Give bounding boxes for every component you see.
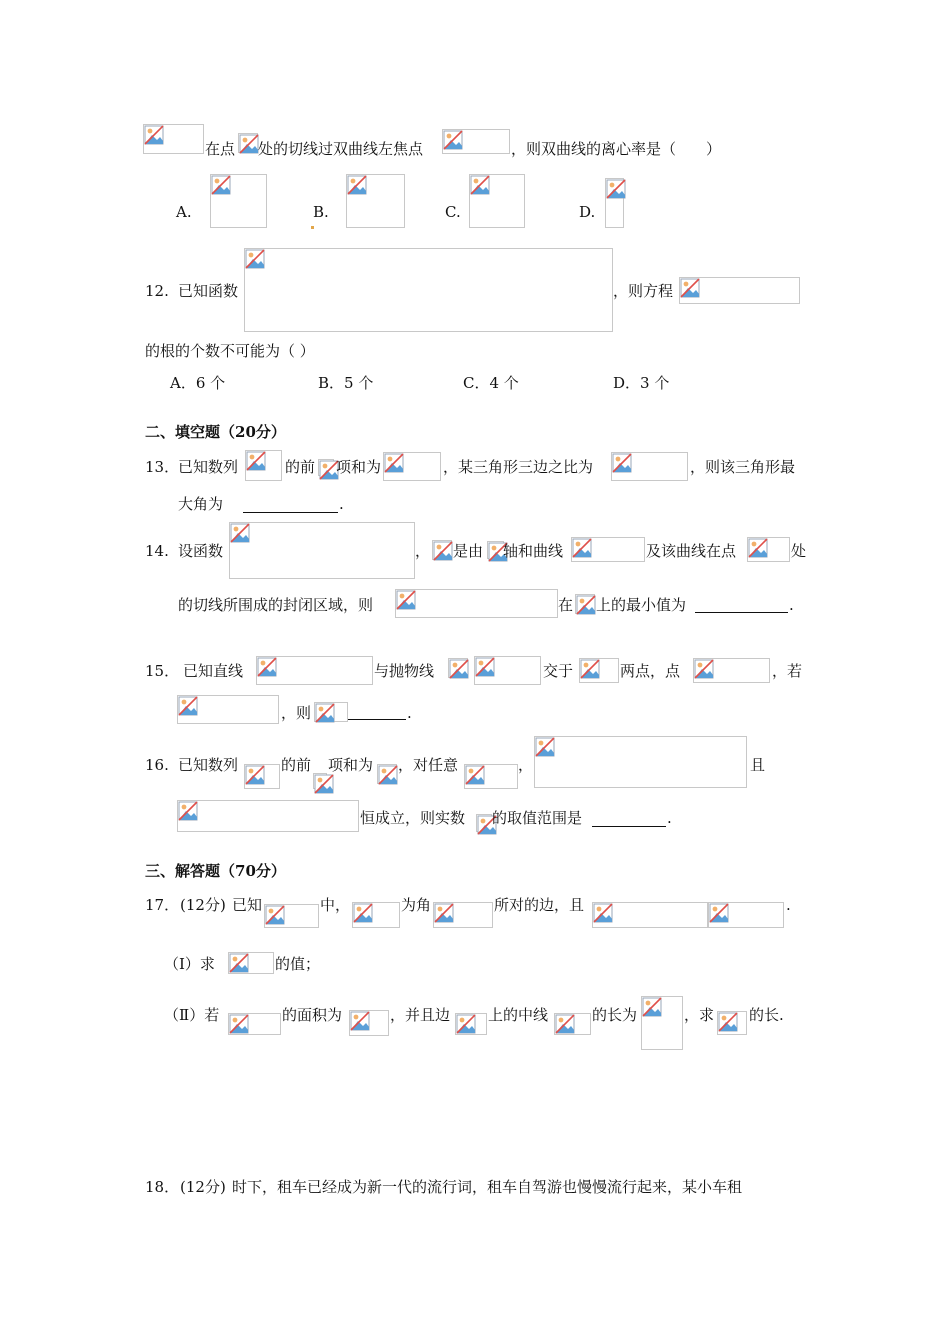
broken-image-icon — [718, 1012, 738, 1032]
formula-image — [245, 450, 282, 481]
formula-image — [433, 902, 493, 928]
formula-image — [679, 277, 800, 304]
broken-image-icon — [434, 903, 454, 923]
q12-option-a: A．6 个 — [170, 374, 226, 392]
q14-end: . — [789, 596, 794, 614]
broken-image-icon — [642, 997, 662, 1017]
decorative-dot — [311, 226, 314, 229]
q17-end: . — [786, 896, 791, 914]
formula-image — [432, 540, 452, 560]
formula-image — [346, 174, 405, 228]
formula-image — [229, 522, 415, 579]
q14-text-c: 是由 — [453, 542, 484, 560]
q15-text-f: ，则 — [281, 704, 312, 722]
broken-image-icon — [178, 696, 198, 716]
formula-image — [244, 248, 613, 332]
q16-text-b: 的前 — [281, 756, 312, 774]
q11-option-a: A. — [176, 203, 192, 221]
q12-text-c: 的根的个数不可能为（ ） — [145, 342, 315, 360]
q14-text-i: 上的最小值为 — [596, 596, 687, 614]
formula-image — [469, 174, 525, 228]
broken-image-icon — [239, 134, 259, 154]
broken-image-icon — [475, 657, 495, 677]
broken-image-icon — [593, 903, 613, 923]
broken-image-icon — [314, 774, 334, 794]
q17-part2-label: （Ⅱ）若 — [164, 1006, 220, 1024]
formula-image — [318, 459, 334, 476]
formula-image — [352, 902, 400, 928]
q13-text-f: 大角为 — [178, 495, 224, 513]
q18-number: 18． — [145, 1178, 180, 1196]
q17-part2-c: 上的中线 — [488, 1006, 549, 1024]
q13-text-e: ，则该三角形最 — [690, 458, 796, 476]
q17-part2-d: 的长为 — [592, 1006, 638, 1024]
q17-part1-label: （Ⅰ）求 — [164, 955, 215, 973]
broken-image-icon — [378, 765, 398, 785]
broken-image-icon — [465, 765, 485, 785]
q18-score: (12分) — [180, 1178, 226, 1196]
section-title-solutions: 三、解答题（70分） — [145, 862, 286, 880]
broken-image-icon — [576, 595, 596, 615]
broken-image-icon — [470, 175, 490, 195]
answer-blank — [695, 612, 788, 613]
broken-image-icon — [315, 703, 335, 723]
q13-text-b: 的前 — [285, 458, 316, 476]
q18-text: 时下，租车已经成为新一代的流行词，租车自驾游也慢慢流行起来，某小车租 — [232, 1178, 743, 1196]
broken-image-icon — [230, 523, 250, 543]
broken-image-icon — [555, 1014, 575, 1034]
broken-image-icon — [347, 175, 367, 195]
q16-text-e: ， — [518, 756, 534, 774]
q17-text-c: 为角 — [401, 896, 432, 914]
broken-image-icon — [449, 659, 469, 679]
q13-text-d: ，某三角形三边之比为 — [443, 458, 594, 476]
q17-number: 17． — [145, 896, 180, 914]
q17-text-b: 中， — [320, 896, 351, 914]
broken-image-icon — [384, 453, 404, 473]
q11-text-b: 处的切线过双曲线左焦点 — [258, 140, 424, 158]
broken-image-icon — [748, 538, 768, 558]
formula-image — [210, 174, 267, 228]
broken-image-icon — [229, 1014, 249, 1034]
formula-image — [487, 541, 504, 559]
formula-image — [571, 537, 645, 562]
formula-image — [264, 904, 319, 928]
broken-image-icon — [350, 1011, 370, 1031]
broken-image-icon — [245, 249, 265, 269]
broken-image-icon — [456, 1014, 476, 1034]
formula-image — [575, 594, 595, 614]
formula-image — [554, 1013, 591, 1035]
broken-image-icon — [257, 657, 277, 677]
q12-option-c: C．4 个 — [463, 374, 519, 392]
broken-image-icon — [229, 953, 249, 973]
broken-image-icon — [178, 801, 198, 821]
q14-text-g: 的切线所围成的封闭区域，则 — [178, 596, 374, 614]
q14-text-a: 设函数 — [178, 542, 224, 560]
q14-text-b: ， — [415, 542, 431, 560]
formula-image — [442, 129, 510, 154]
q11-option-d: D. — [579, 203, 596, 221]
q15-text-e: ，若 — [772, 662, 803, 680]
q13-end: . — [339, 495, 344, 513]
q16-text-d: ，对任意 — [398, 756, 459, 774]
formula-image — [455, 1013, 487, 1035]
q12-text-a: 已知函数 — [178, 282, 239, 300]
q11-option-c: C. — [445, 203, 461, 221]
q17-part1-text: 的值； — [275, 955, 321, 973]
formula-image — [476, 814, 492, 832]
formula-image — [534, 736, 747, 788]
q13-text-a: 已知数列 — [178, 458, 239, 476]
formula-image — [143, 124, 204, 154]
formula-image — [349, 1010, 389, 1036]
formula-image — [313, 773, 327, 789]
formula-image — [177, 695, 279, 724]
formula-image — [228, 1013, 281, 1035]
formula-image — [383, 452, 441, 481]
section-title-fill-in: 二、填空题（20分） — [145, 423, 286, 441]
q16-number: 16. — [145, 756, 169, 774]
answer-blank — [243, 512, 338, 513]
q11-text-c: ，则双曲线的离心率是（ ） — [511, 140, 722, 158]
q17-part2-b: ，并且边 — [390, 1006, 451, 1024]
q15-text-c: 交于 — [543, 662, 574, 680]
q16-end: . — [667, 809, 672, 827]
formula-image — [395, 589, 558, 618]
formula-image — [717, 1011, 747, 1035]
formula-image — [605, 178, 624, 228]
formula-image — [228, 952, 274, 974]
formula-image — [708, 902, 784, 928]
q14-text-f: 处 — [791, 542, 807, 560]
q17-part2-f: 的长. — [749, 1006, 784, 1024]
q16-text-h: 的取值范围是 — [492, 809, 583, 827]
answer-blank — [592, 826, 666, 827]
formula-image — [592, 902, 708, 928]
q15-end: . — [407, 704, 412, 722]
broken-image-icon — [433, 541, 453, 561]
broken-image-icon — [694, 659, 714, 679]
formula-image — [314, 702, 348, 722]
q16-text-c: 项和为 — [328, 756, 374, 774]
q11-option-b: B. — [313, 203, 329, 221]
broken-image-icon — [572, 538, 592, 558]
q17-text-d: 所对的边，且 — [494, 896, 585, 914]
q15-number: 15． — [145, 662, 180, 680]
q12-number: 12. — [145, 282, 169, 300]
q15-text-a: 已知直线 — [183, 662, 244, 680]
formula-image — [377, 764, 397, 784]
q16-text-a: 已知数列 — [178, 756, 239, 774]
q17-score: (12分) — [180, 896, 226, 914]
formula-image — [747, 537, 790, 562]
formula-image — [474, 656, 541, 685]
formula-image — [238, 133, 258, 153]
broken-image-icon — [353, 903, 373, 923]
q17-part2-e: ，求 — [684, 1006, 715, 1024]
formula-image — [579, 658, 619, 683]
formula-image — [256, 656, 373, 685]
answer-blank — [348, 719, 406, 720]
q13-text-c: 项和为 — [336, 458, 382, 476]
q17-text-a: 已知 — [232, 896, 263, 914]
broken-image-icon — [246, 451, 266, 471]
q15-text-b: 与抛物线 — [374, 662, 435, 680]
broken-image-icon — [709, 903, 729, 923]
formula-image — [244, 764, 280, 789]
q14-text-h: 在 — [558, 596, 574, 614]
q12-text-b: ，则方程 — [613, 282, 674, 300]
broken-image-icon — [680, 278, 700, 298]
broken-image-icon — [265, 905, 285, 925]
q14-text-e: 及该曲线在点 — [646, 542, 737, 560]
formula-image — [464, 764, 518, 789]
q16-text-g: 恒成立，则实数 — [360, 809, 466, 827]
q17-part2-a: 的面积为 — [282, 1006, 343, 1024]
q15-text-d: 两点，点 — [620, 662, 681, 680]
q13-number: 13． — [145, 458, 180, 476]
broken-image-icon — [144, 125, 164, 145]
broken-image-icon — [580, 659, 600, 679]
q12-option-d: D．3 个 — [613, 374, 670, 392]
q14-number: 14. — [145, 542, 169, 560]
broken-image-icon — [245, 765, 265, 785]
broken-image-icon — [211, 175, 231, 195]
broken-image-icon — [606, 179, 626, 199]
q14-text-d: 轴和曲线 — [503, 542, 564, 560]
formula-image — [448, 658, 468, 678]
broken-image-icon — [612, 453, 632, 473]
q16-text-f: 且 — [750, 756, 766, 774]
q12-option-b: B．5 个 — [318, 374, 374, 392]
formula-image — [177, 800, 359, 832]
formula-image — [693, 658, 770, 683]
broken-image-icon — [396, 590, 416, 610]
broken-image-icon — [443, 130, 463, 150]
q11-text-a: 在点 — [205, 140, 236, 158]
broken-image-icon — [535, 737, 555, 757]
formula-image — [611, 452, 688, 481]
formula-image — [641, 996, 683, 1050]
